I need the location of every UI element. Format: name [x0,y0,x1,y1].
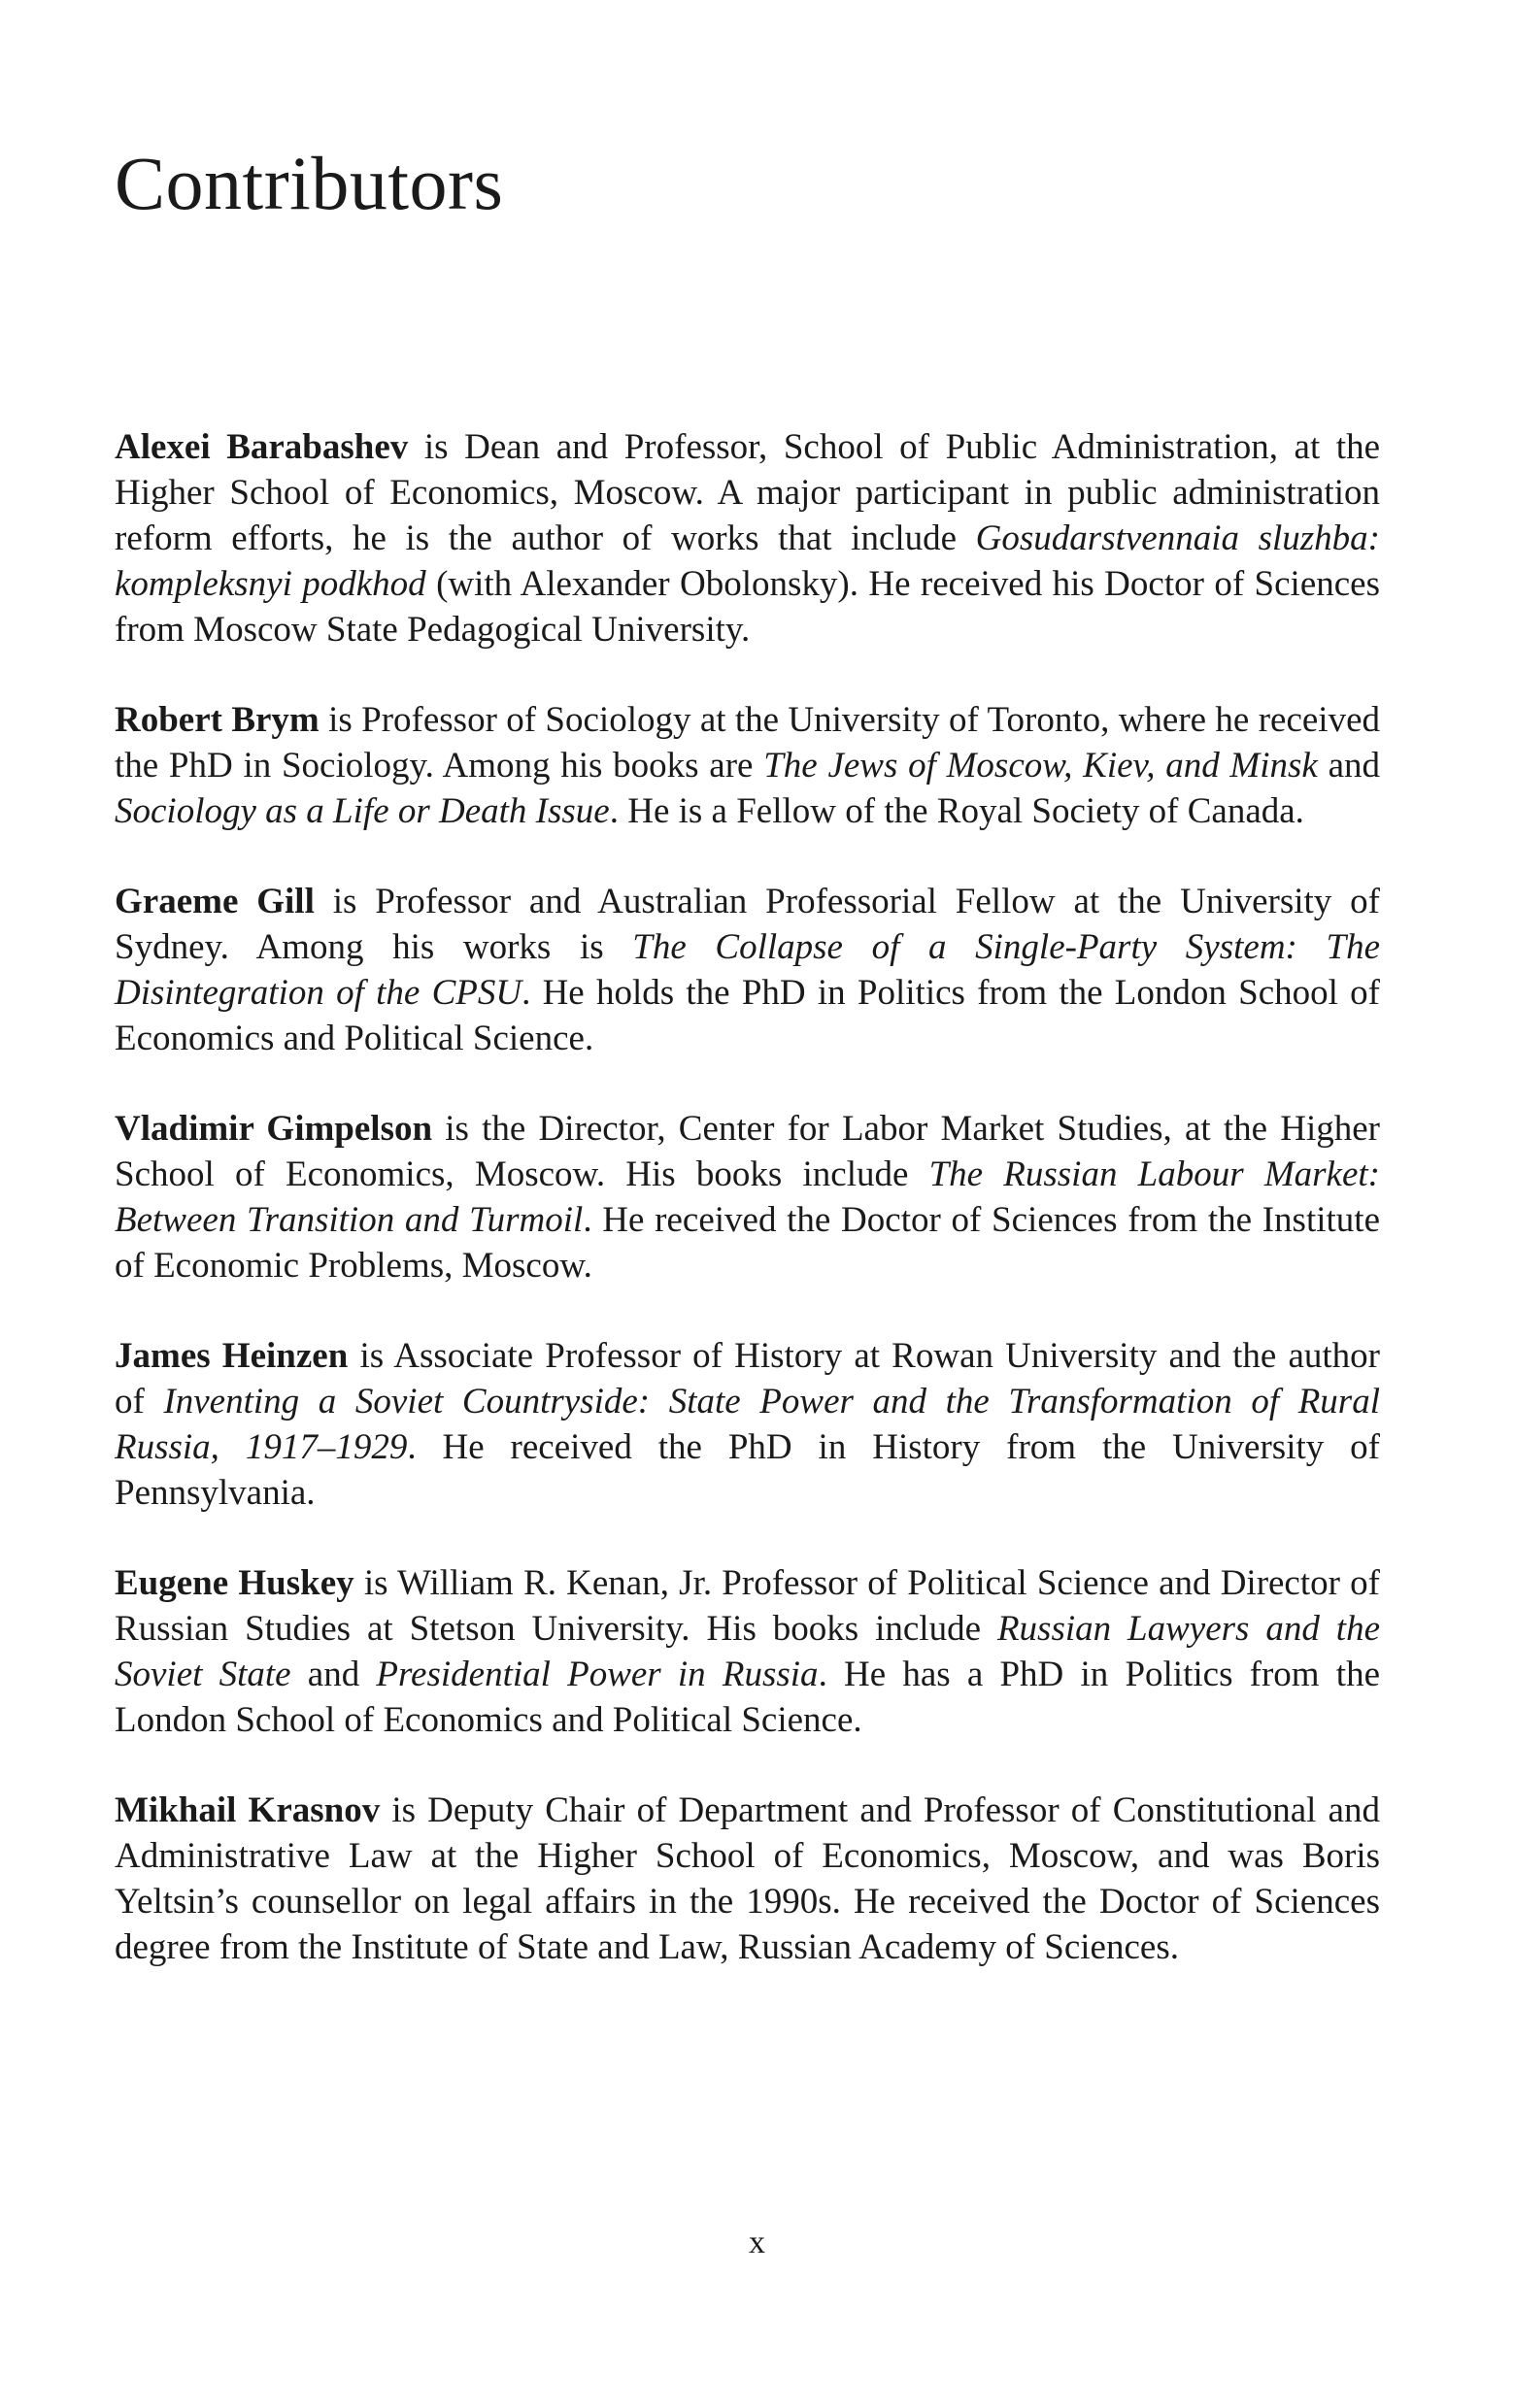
contributors-list [115,424,1380,2015]
contributor-entry [115,424,1380,652]
bio-text: is Dean and Professor, School of Public Administration, at the Higher School of Economics, Moscow. A major participant in public administration reform efforts, he is the author of works that include [115,427,1381,558]
page-number: x [749,2224,765,2260]
contributor-entry [115,1788,1380,1970]
bio-text: . He is a Fellow of the Royal Society of Canada. [609,791,1304,831]
book-title: Sociology as a Life or Death Issue [115,791,610,831]
bio-text: and [290,1655,377,1694]
contributor-name: Mikhail Krasnov [115,1790,381,1830]
bio-text: is William R. Kenan, Jr. Professor of Political Science and Director of Russian Studies at Stetson University. His books include [115,1563,1380,1649]
bio-text: is Professor and Australian Professorial Fellow at the University of Sydney. Among his works is [115,882,1380,967]
contributor-entry [115,879,1380,1061]
book-title: Russian Lawyers and the Soviet State [115,1609,1380,1694]
contributor-name: Eugene Huskey [115,1563,354,1603]
bio-text: is the Director, Center for Labor Market Studies, at the Higher School of Economics, Moscow. His books include [115,1109,1380,1194]
bio-text: is Professor of Sociology at the University of Toronto, where he received the PhD in Sociology. Among his books are [115,700,1380,786]
bio-text: . He holds the PhD in Politics from the London School of Economics and Political Science. [115,973,1380,1058]
book-title: The Collapse of a Single-Party System: The Disintegration of the CPSU [115,927,1380,1013]
contributor-name: James Heinzen [115,1336,349,1376]
contributor-name: Graeme Gill [115,882,315,921]
contributor-name: Robert Brym [115,700,320,740]
book-title: Presidential Power in Russia [376,1655,819,1694]
book-title: The Jews of Moscow, Kiev, and Minsk [763,746,1318,786]
bio-text: (with Alexander Obolonsky). He received his Doctor of Sciences from Moscow State Pedagogical University. [115,564,1380,650]
bio-text: . He has a PhD in Politics from the London School of Economics and Political Science. [115,1655,1380,1740]
bio-text: . He received the PhD in History from the University of Pennsylvania. [115,1427,1380,1513]
contributor-entry [115,697,1380,834]
book-title: Inventing a Soviet Countryside: State Power and the Transformation of Rural Russia, 1917–1929 [115,1382,1380,1467]
page-title: Contributors [115,141,504,225]
contributor-entry [115,1560,1380,1743]
bio-text: is Associate Professor of History at Rowan University and the author of [115,1336,1380,1421]
book-title: The Russian Labour Market: Between Transition and Turmoil [115,1154,1380,1240]
bio-text: and [1317,746,1380,786]
book-title: Gosudarstvennaia sluzhba: kompleksnyi podkhod [115,518,1380,604]
bio-text: . He received the Doctor of Sciences from the Institute of Economic Problems, Moscow. [115,1200,1380,1286]
contributor-name: Vladimir Gimpelson [115,1109,433,1149]
bio-text: is Deputy Chair of Department and Professor of Constitutional and Administrative Law at the Higher School of Economics, Moscow, and was Boris Yeltsin’s counsellor on legal affairs in the 1990s. He received the Doctor of Sciences degree from the Institute of State and Law, Russian Academy of Sciences. [115,1790,1380,1967]
contributor-name: Alexei Barabashev [115,427,409,467]
contributor-entry [115,1106,1380,1288]
contributor-entry [115,1333,1380,1516]
